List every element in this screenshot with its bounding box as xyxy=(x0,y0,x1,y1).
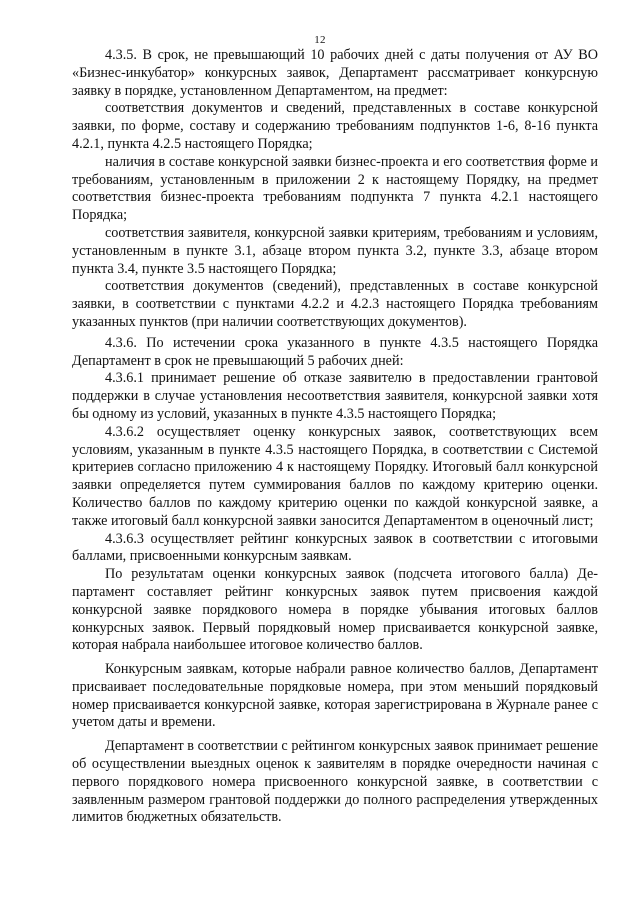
paragraph-documents-info: соответствия документов (сведений), представленных в составе конкурсной заявки, в соответствии с пунктами 4.2.2 и 4.2.3 настоящего Порядка требованиям указанных пунктов (при наличии соответствующих документов). xyxy=(72,278,598,330)
paragraph-4-3-6-2: 4.3.6.2 осуществляет оценку конкурсных заявок, соответствующих всем условиям, указанным в пункте 4.3.5 настоящего Порядка, в соответствии с Системой критериев согласно приложению 4 к настоящему Порядку. Итоговый балл конкурсной заявки определяется путем суммирования баллов по каждому критерию оценки. Количество баллов по каждому критерию оценки по каждой конкурсной заявке, а также итоговый балл конкурсной заявки заносится Департаментом в оценочный лист; xyxy=(72,423,598,529)
paragraph-site-visits: Департамент в соответствии с рейтингом конкурсных заявок принимает решение об осуществлении выездных оценок к заявителям в порядке очередности начиная с первого порядкового номера присвоенного конкурсной заявке, в соответствии с заявленным размером грантовой поддержки до полного распределения утвержденных лимитов бюджетных обязательств. xyxy=(72,738,598,826)
paragraph-4-3-5: 4.3.5. В срок, не превышающий 10 рабочих дней с даты получения от АУ ВО «Бизнес-инкубатор» конкурсных заявок, Департамент рассматривает конкурсную заявку в порядке, установленном Департаментом, на предмет: xyxy=(72,47,598,99)
paragraph-documents-compliance: соответствия документов и сведений, представленных в составе конкурсной заявки, по форме, составу и содержанию требованиям подпунктов 1-6, 8-16 пункта 4.2.1, пункта 4.2.5 настоящего Порядка; xyxy=(72,100,598,152)
paragraph-4-3-6-3: 4.3.6.3 осуществляет рейтинг конкурсных заявок в соответствии с итоговыми баллами, присвоенными конкурсным заявкам. xyxy=(72,530,598,565)
page-number: 12 xyxy=(314,34,326,46)
paragraph-4-3-6: 4.3.6. По истечении срока указанного в пункте 4.3.5 настоящего Порядка Департамент в срок не превышающий 5 рабочих дней: xyxy=(72,334,598,369)
paragraph-rating-results: По результатам оценки конкурсных заявок (подсчета итогового балла) Департамент составляет рейтинг конкурсных заявок путем присвоения каждой конкурсной заявке порядкового номера в порядке убывания итоговых баллов конкурсных заявок. Первый порядковый номер присваивается конкурсной заявке, которая набрала наибольшее итоговое количество баллов. xyxy=(72,566,598,654)
document-body xyxy=(72,47,598,827)
paragraph-business-project: наличия в составе конкурсной заявки бизнес-проекта и его соответствия форме и требованиям, установленным в приложении 2 к настоящему Порядку, на предмет соответствия бизнес-проекта требованиям подпункта 7 пункта 4.2.1 настоящего Порядка; xyxy=(72,153,598,224)
paragraph-equal-scores: Конкурсным заявкам, которые набрали равное количество баллов, Департамент присваивает последовательные порядковые номера, при этом меньший порядковый номер присваивается конкурсной заявке, которая зарегистрирована в Журнале ранее с учетом даты и времени. xyxy=(72,661,598,731)
paragraph-4-3-6-1: 4.3.6.1 принимает решение об отказе заявителю в предоставлении грантовой поддержки в случае установления несоответствия заявителя, конкурсной заявки хотя бы одному из условий, указанных в пункте 4.3.5 настоящего Порядка; xyxy=(72,370,598,422)
paragraph-applicant-compliance: соответствия заявителя, конкурсной заявки критериям, требованиям и условиям, установленным в пункте 3.1, абзаце втором пункта 3.2, пункте 3.3, абзаце втором пункта 3.4, пункте 3.5 настоящего Порядка; xyxy=(72,224,598,277)
